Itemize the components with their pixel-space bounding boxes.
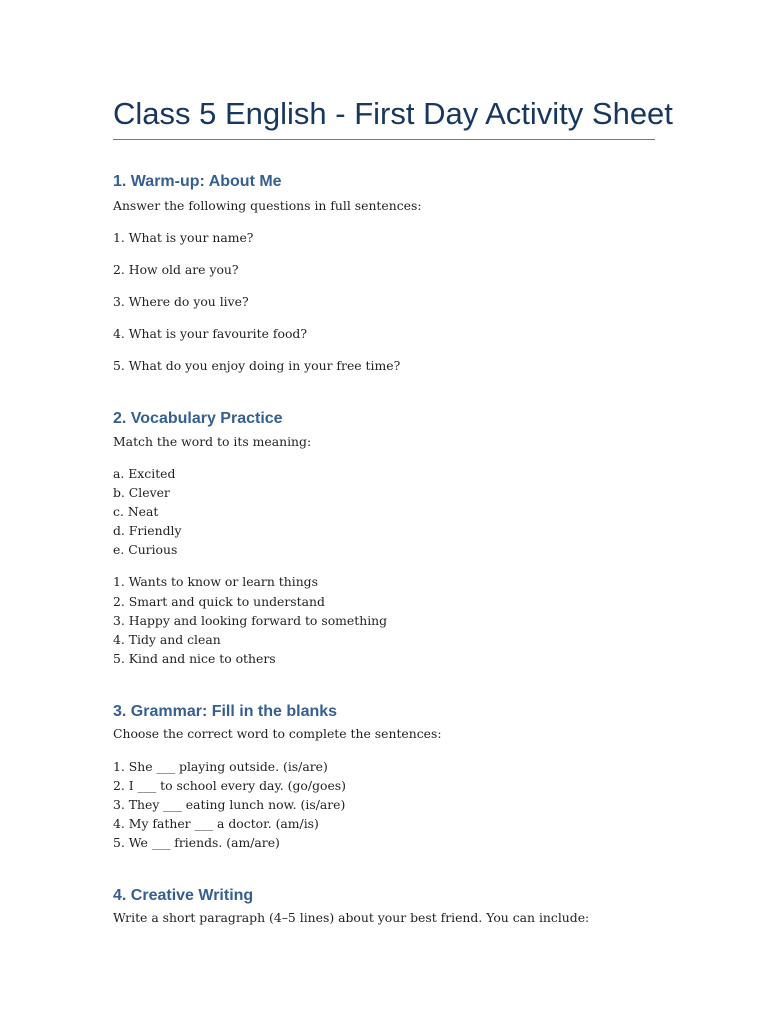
section-intro: Write a short paragraph (4–5 lines) about your best friend. You can include: — [113, 910, 590, 925]
section-heading-warm-up: 1. Warm-up: About Me — [113, 173, 282, 190]
grammar-sentence-item: 1. She ___ playing outside. (is/are) — [113, 759, 328, 774]
question-item: 1. What is your name? — [113, 230, 254, 245]
vocab-meaning-item: 5. Kind and nice to others — [113, 651, 276, 666]
grammar-sentence-item: 3. They ___ eating lunch now. (is/are) — [113, 797, 346, 812]
vocab-meaning-item: 4. Tidy and clean — [113, 632, 221, 647]
section-intro: Answer the following questions in full sentences: — [113, 198, 422, 213]
question-item: 5. What do you enjoy doing in your free time? — [113, 358, 401, 373]
vocab-meaning-item: 3. Happy and looking forward to something — [113, 613, 388, 628]
vocab-word-item: a. Excited — [113, 466, 176, 481]
vocab-word-item: b. Clever — [113, 485, 170, 500]
question-item: 3. Where do you live? — [113, 294, 249, 309]
vocab-meaning-item: 1. Wants to know or learn things — [113, 574, 318, 589]
grammar-sentence-item: 2. I ___ to school every day. (go/goes) — [113, 778, 346, 793]
section-heading-vocabulary: 2. Vocabulary Practice — [113, 410, 283, 427]
question-item: 4. What is your favourite food? — [113, 326, 307, 341]
section-intro: Choose the correct word to complete the sentences: — [113, 726, 442, 741]
section-intro: Match the word to its meaning: — [113, 434, 312, 449]
vocab-word-item: e. Curious — [113, 542, 178, 557]
grammar-sentence-item: 4. My father ___ a doctor. (am/is) — [113, 816, 319, 831]
question-item: 2. How old are you? — [113, 262, 239, 277]
document-title: Class 5 English - First Day Activity Sheet — [113, 96, 673, 131]
section-heading-creative-writing: 4. Creative Writing — [113, 887, 254, 904]
grammar-sentence-item: 5. We ___ friends. (am/are) — [113, 835, 280, 850]
section-heading-grammar: 3. Grammar: Fill in the blanks — [113, 703, 338, 720]
title-underline — [113, 139, 655, 140]
vocab-word-item: c. Neat — [113, 504, 159, 519]
vocab-word-item: d. Friendly — [113, 523, 182, 538]
vocab-meaning-item: 2. Smart and quick to understand — [113, 594, 325, 609]
